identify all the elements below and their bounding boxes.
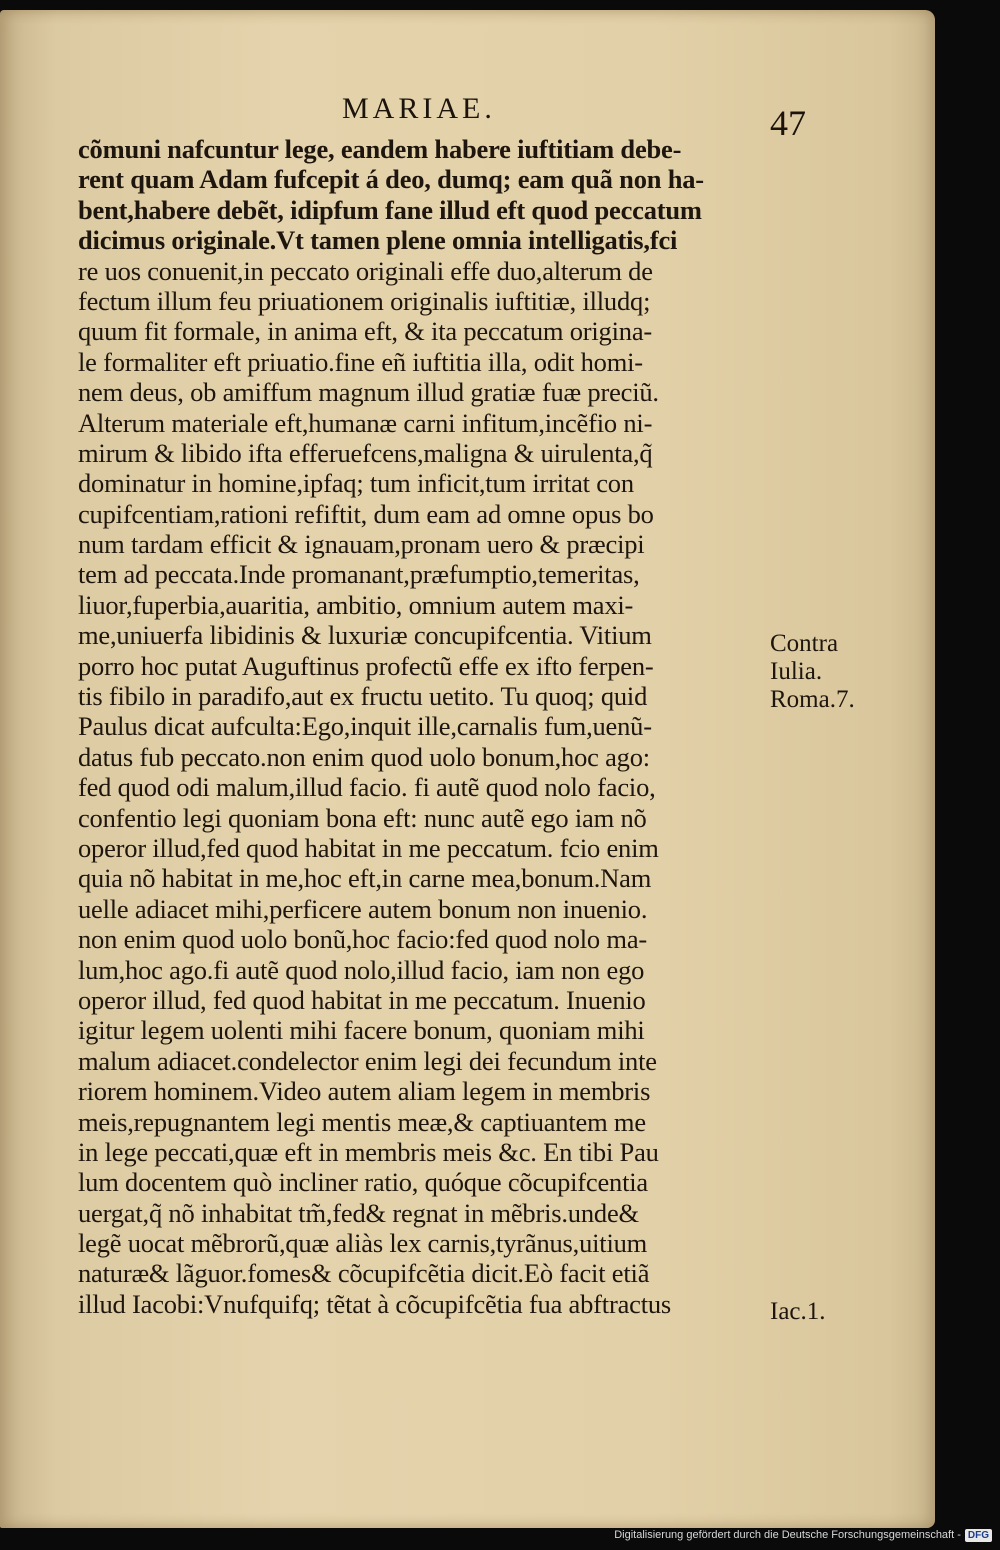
margin-note-contra-iulia: Contra Iulia. Roma.7. [770, 630, 855, 713]
text-line: fectum illum feu priuationem originalis iuftitiæ, illudq; [78, 285, 651, 316]
footer-text: Digitalisierung gefördert durch die Deutsche Forschungsgemeinschaft - [614, 1529, 961, 1541]
text-line: confentio legi quoniam bona eft: nunc autẽ ego iam nõ [78, 802, 647, 833]
text-line: malum adiacet.condelector enim legi dei fecundum inte [78, 1045, 657, 1076]
running-head: MARIAE. [342, 92, 496, 125]
text-line: uelle adiacet mihi,perficere autem bonum non inuenio. [78, 893, 648, 924]
text-line: tem ad peccata.Inde promanant,præfumptio,temeritas, [78, 559, 640, 590]
text-line: quum fit formale, in anima eft, & ita peccatum origina- [78, 316, 653, 347]
text-line: me,uniuerfa libidinis & luxuriæ concupifcentia. Vitium [78, 620, 652, 651]
text-line: porro hoc putat Auguftinus profectũ effe ex ifto ferpen- [78, 650, 654, 681]
text-line: mirum & libido ifta efferuefcens,maligna & uirulenta,q̃ [78, 437, 653, 468]
text-line: lum,hoc ago.fi autẽ quod nolo,illud facio, iam non ego [78, 954, 645, 985]
text-line: num tardam efficit & ignauam,pronam uero & præcipi [78, 529, 645, 560]
margin-note-iac: Iac.1. [770, 1298, 826, 1325]
text-line: riorem hominem.Video autem aliam legem in membris [78, 1076, 651, 1107]
text-line: liuor,fuperbia,auaritia, ambitio, omnium autem maxi- [78, 589, 634, 620]
text-line: operor illud, fed quod habitat in me peccatum. Inuenio [78, 984, 646, 1015]
text-line: tis fibilo in paradifo,aut ex fructu uetito. Tu quoq; quid [78, 681, 648, 712]
text-line: meis,repugnantem legi mentis meæ,& captiuantem me [78, 1106, 646, 1137]
text-line: non enim quod uolo bonũ,hoc facio:fed quod nolo ma- [78, 924, 648, 955]
text-line: cõmuni nafcuntur lege, eandem habere iuftitiam debe- [78, 134, 682, 164]
book-page [0, 10, 935, 1528]
text-line: nem deus, ob amiffum magnum illud gratiæ fuæ preciũ. [78, 377, 659, 408]
text-line: bent,habere debẽt, idipfum fane illud eft quod peccatum [78, 194, 702, 225]
text-line: re uos conuenit,in peccato originali effe duo,alterum de [78, 255, 653, 286]
page-number: 47 [770, 103, 806, 143]
text-line: rent quam Adam fufcepit á deo, dumq; eam quã non ha- [78, 164, 704, 195]
text-line: legẽ uocat mẽbrorũ,quæ aliàs lex carnis,tyrãnus,uitium [78, 1228, 648, 1259]
text-line: operor illud,fed quod habitat in me peccatum. fcio enim [78, 832, 659, 863]
text-line: naturæ& lãguor.fomes& cõcupifcẽtia dicit.Eò facit etiã [78, 1258, 650, 1289]
text-line: uergat,q̃ nõ inhabitat tm̃,fed& regnat in mẽbris.unde& [78, 1197, 639, 1228]
text-line: illud Iacobi:Vnufquifq; tẽtat à cõcupifcẽtia fua abftractus [78, 1288, 672, 1319]
text-line: dominatur in homine,ipfaq; tum inficit,tum irritat con [78, 468, 634, 499]
text-line: datus fub peccato.non enim quod uolo bonum,hoc ago: [78, 741, 650, 772]
text-line: dicimus originale.Vt tamen plene omnia intelligatis,fci [78, 225, 678, 256]
text-line: lum docentem quò incliner ratio, quóque cõcupifcentia [78, 1167, 648, 1198]
dfg-logo: DFG [965, 1529, 992, 1542]
text-line: le formaliter eft priuatio.fine eñ iuftitia illa, odit homi- [78, 346, 643, 377]
text-line: cupifcentiam,rationi refiftit, dum eam ad omne opus bo [78, 498, 654, 529]
main-text [78, 134, 768, 1319]
text-line: igitur legem uolenti mihi facere bonum, quoniam mihi [78, 1015, 645, 1046]
digitization-footer [614, 1524, 992, 1546]
text-line: Alterum materiale eft,humanæ carni infitum,incẽfio ni- [78, 407, 653, 438]
text-line: fed quod odi malum,illud facio. fi autẽ quod nolo facio, [78, 772, 656, 803]
text-line: Paulus dicat aufculta:Ego,inquit ille,carnalis fum,uenũ- [78, 711, 652, 742]
text-line: in lege peccati,quæ eft in membris meis &c. En tibi Pau [78, 1136, 659, 1167]
text-line: quia nõ habitat in me,hoc eft,in carne mea,bonum.Nam [78, 863, 652, 894]
